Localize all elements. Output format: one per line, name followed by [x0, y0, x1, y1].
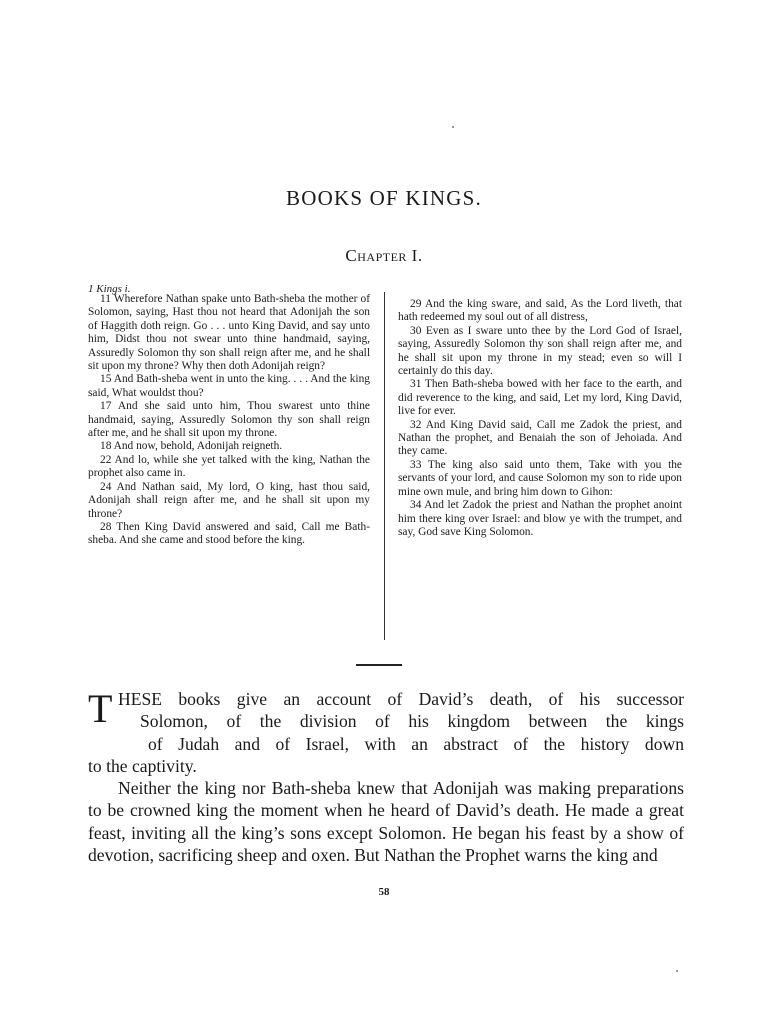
verse: 17 And she said unto him, Thou swarest unto thine handmaid, saying, Assuredly Solomon thy son shall reign after me, and he shall sit upon my throne.: [88, 400, 370, 440]
verse: 32 And King David said, Call me Zadok the priest, and Nathan the prophet, and Benaiah the son of Jehoiada. And they came.: [398, 418, 682, 458]
column-divider: [384, 292, 385, 640]
commentary-paragraph: Neither the king nor Bath-sheba knew that Adonijah was making preparations to be crowned king the moment when he heard of David’s death. He made a great feast, inviting all the king’s sons except Solomon. He began his feast by a show of devotion, sacrificing sheep and oxen. But Nathan the Prophet warns the king and: [88, 778, 684, 866]
scripture-left-column: [88, 293, 370, 548]
page-title: BOOKS OF KINGS.: [286, 186, 482, 210]
verse: 33 The king also said unto them, Take with you the servants of your lord, and cause Solomon my son to ride upon mine own mule, and bring him down to Gihon:: [398, 458, 682, 498]
page-number: 58: [378, 886, 390, 898]
scripture-reference: 1 Kings i.: [88, 283, 131, 295]
scan-speck: [452, 126, 454, 128]
verse: 30 Even as I sware unto thee by the Lord God of Israel, saying, Assuredly Solomon thy son shall reign after me, and he shall sit upon my throne in my stead; even so will I certainly do this day.: [398, 324, 682, 378]
commentary-paragraph: [88, 688, 684, 777]
verse: 11 Wherefore Nathan spake unto Bath-sheba the mother of Solomon, saying, Hast thou not heard that Adonijah the son of Haggith doth reign. Go . . . unto King David, and say unto him, Didst thou not swear unto thine handmaid, saying, Assuredly Solomon thy son shall reign after me, and he shall sit upon my throne? Why then doth Adonijah reign?: [88, 293, 370, 373]
verse: 31 Then Bath-sheba bowed with her face to the earth, and did reverence to the king, and said, Let my lord, King David, live for ever.: [398, 378, 682, 418]
text-line: HESE books give an account of David’s death, of his successor: [118, 689, 684, 709]
verse: 15 And Bath-sheba went in unto the king. . . . And the king said, What wouldst thou?: [88, 373, 370, 399]
drop-cap: T: [88, 686, 113, 731]
scan-speck: [676, 970, 678, 972]
verse: 29 And the king sware, and said, As the Lord liveth, that hath redeemed my soul out of all distress,: [398, 298, 682, 324]
verse: 24 And Nathan said, My lord, O king, hast thou said, Adonijah shall reign after me, and he shall sit upon my throne?: [88, 480, 370, 520]
chapter-heading: Chapter I.: [345, 246, 423, 265]
text-line: of Judah and of Israel, with an abstract of the history down: [148, 733, 684, 754]
commentary-text: [88, 688, 684, 866]
text-line: to the captivity.: [88, 755, 197, 776]
verse: 18 And now, behold, Adonijah reigneth.: [100, 440, 283, 453]
verse: 22 And lo, while she yet talked with the king, Nathan the prophet also came in.: [88, 453, 370, 480]
text-line: Solomon, of the division of his kingdom between the kings: [140, 711, 684, 732]
section-divider: [356, 664, 402, 666]
verse: 34 And let Zadok the priest and Nathan the prophet anoint him there king over Israel: and blow ye with the trumpet, and say, God save King Solomon.: [398, 499, 682, 538]
scripture-right-column: [398, 298, 682, 539]
verse: 28 Then King David answered and said, Call me Bath-sheba. And she came and stood before the king.: [88, 520, 370, 547]
